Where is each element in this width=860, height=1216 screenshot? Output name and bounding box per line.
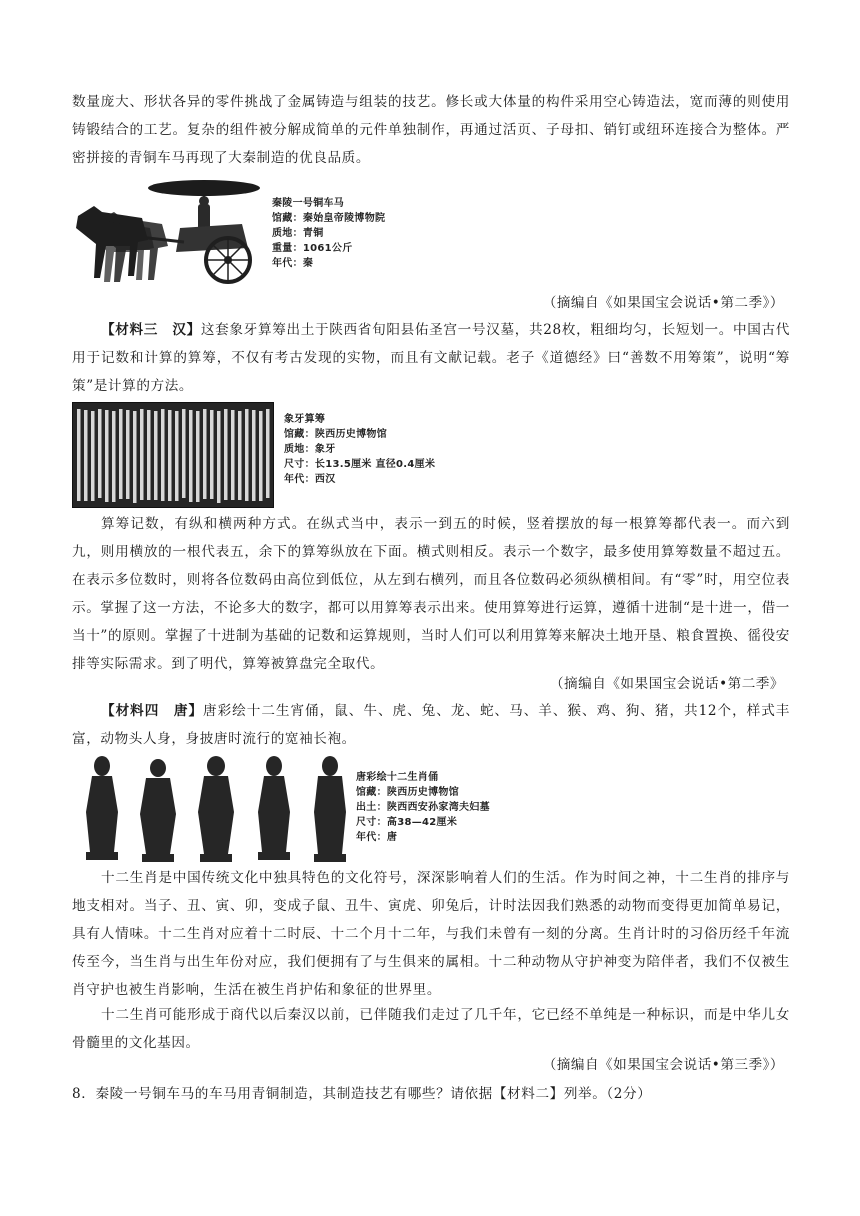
counting-rod — [259, 411, 263, 501]
counting-rod — [210, 410, 214, 499]
ivory-counting-rods-image — [72, 402, 274, 508]
paragraph-zodiac: 十二生肖是中国传统文化中独具特色的文化符号，深深影响着人们的生活。作为时间之神，十二生肖的排序与地支相对。当子、丑、寅、卯，变成子鼠、丑牛、寅虎、卯兔后，计时法因我们熟悉的动物而变得更加简单易记，具有人情味。十二生肖对应着十二时辰、十二个月十二年，与我们未曾有一刻的分离。生肖计时的习俗历经千年流传至今，当生肖与出生年份对应，我们便拥有了与生俱来的属相。十二种动物从守护神变为陪伴者，我们不仅被生肖守护也被生肖影响，生活在被生肖护佑和象征的世界里。 — [72, 870, 790, 998]
counting-rod — [77, 409, 81, 501]
counting-rod — [217, 411, 221, 503]
bronze-chariot-image — [72, 176, 262, 290]
zodiac-figurines-image — [76, 752, 352, 864]
caption-line: 年代：唐 — [356, 832, 398, 843]
counting-rod — [147, 410, 151, 500]
source-citation: （摘编自《如果国宝会说话•第二季》） — [542, 295, 784, 311]
counting-rod — [266, 409, 270, 498]
counting-rod — [112, 411, 116, 502]
caption-line: 质地：青铜 — [272, 228, 324, 239]
question-8: 8．秦陵一号铜车马的车马用青铜制造，其制造技艺有哪些？请依据【材料二】列举。（2分） — [72, 1086, 652, 1102]
counting-rod — [252, 410, 256, 501]
material-text: 唐彩绘十二生宵俑，鼠、牛、虎、兔、龙、蛇、马、羊、猴、鸡、狗、猪，共12个，样式丰富，动物头人身，身披唐时流行的宽袖长袍。 — [72, 703, 790, 747]
counting-rod — [105, 410, 109, 502]
counting-rod — [224, 409, 228, 500]
paragraph-bronze-chariot: 数量庞大、形状各异的零件挑战了金属铸造与组装的技艺。修长或大体量的构件采用空心铸造法，宽而薄的则使用铸锻结合的工艺。复杂的组件被分解成简单的元件单独制作，再通过活页、子母扣、销钉或纽环连接合为整体。严密拼接的青铜车马再现了大秦制造的优良品质。 — [72, 94, 790, 166]
caption-line: 秦陵一号铜车马 — [272, 198, 345, 209]
caption-line: 尺寸：长13.5厘米 直径0.4厘米 — [284, 459, 436, 470]
counting-rod — [168, 410, 172, 501]
zodiac-figurines-caption — [356, 770, 490, 845]
material-label: 【材料四 唐】 — [101, 703, 204, 719]
caption-line: 重量：1061公斤 — [272, 243, 353, 254]
paragraph-counting-rods: 算筹记数，有纵和横两种方式。在纵式当中，表示一到五的时候，竖着摆放的每一根算筹都代表一。而六到九，则用横放的一根代表五，余下的算筹纵放在下面。横式则相反。表示一个数字，最多使用算筹数量不超过五。在表示多位数时，则将各位数码由高位到低位，从左到右横列，而且各位数码必须纵横相间。有“零”时，用空位表示。掌握了这一方法，不论多大的数字，都可以用算筹表示出来。使用算筹进行运算，遵循十进制“是十进一，借一当十”的原则。掌握了十进制为基础的记数和运算规则，当时人们可以利用算筹来解决土地开垦、粮食置换、徭役安排等实际需求。到了明代，算筹被算盘完全取代。 — [72, 516, 790, 672]
caption-line: 尺寸：高38—42厘米 — [356, 817, 458, 828]
counting-rod — [126, 410, 130, 499]
counting-rod — [231, 410, 235, 500]
caption-line: 出土：陕西西安孙家湾夫妇墓 — [356, 802, 490, 813]
counting-rods-caption — [284, 412, 435, 487]
counting-rod — [182, 409, 186, 498]
paragraph-material-four — [72, 697, 790, 753]
caption-line: 馆藏：秦始皇帝陵博物院 — [272, 213, 386, 224]
caption-line: 年代：西汉 — [284, 474, 336, 485]
counting-rod — [140, 409, 144, 500]
counting-rod — [154, 411, 158, 500]
caption-line: 年代：秦 — [272, 258, 314, 269]
counting-rod — [133, 411, 137, 503]
caption-line: 唐彩绘十二生肖俑 — [356, 772, 439, 783]
counting-rod — [245, 409, 249, 501]
counting-rod — [161, 409, 165, 501]
counting-rod — [175, 411, 179, 501]
counting-rod — [203, 409, 207, 499]
source-citation: （摘编自《如果国宝会说话•第二季》 — [549, 676, 784, 692]
counting-rod — [189, 410, 193, 502]
caption-line: 质地：象牙 — [284, 444, 336, 455]
counting-rod — [91, 411, 95, 501]
source-citation: （摘编自《如果国宝会说话•第三季》） — [542, 1057, 784, 1073]
counting-rod — [84, 410, 88, 501]
counting-rod — [196, 411, 200, 502]
material-label: 【材料三 汉】 — [101, 322, 201, 338]
bronze-chariot-caption — [272, 196, 385, 271]
counting-rod — [98, 409, 102, 498]
counting-rod — [119, 409, 123, 499]
paragraph-zodiac-conclusion: 十二生肖可能形成于商代以后秦汉以前，已伴随我们走过了几千年，它已经不单纯是一种标识，而是中华儿女骨髓里的文化基因。 — [72, 1007, 790, 1051]
counting-rod — [238, 411, 242, 500]
caption-line: 象牙算筹 — [284, 414, 326, 425]
material-text: 这套象牙算筹出土于陕西省旬阳县佑圣宫一号汉墓，共28枚，粗细均匀，长短划一。中国古代用于记数和计算的算筹，不仅有考古发现的实物，而且有文献记载。老子《道德经》曰“善数不用筹策”，说明“筹策”是计算的方法。 — [72, 322, 791, 394]
paragraph-material-three — [72, 316, 790, 400]
caption-line: 馆藏：陕西历史博物馆 — [356, 787, 459, 798]
caption-line: 馆藏：陕西历史博物馆 — [284, 429, 387, 440]
